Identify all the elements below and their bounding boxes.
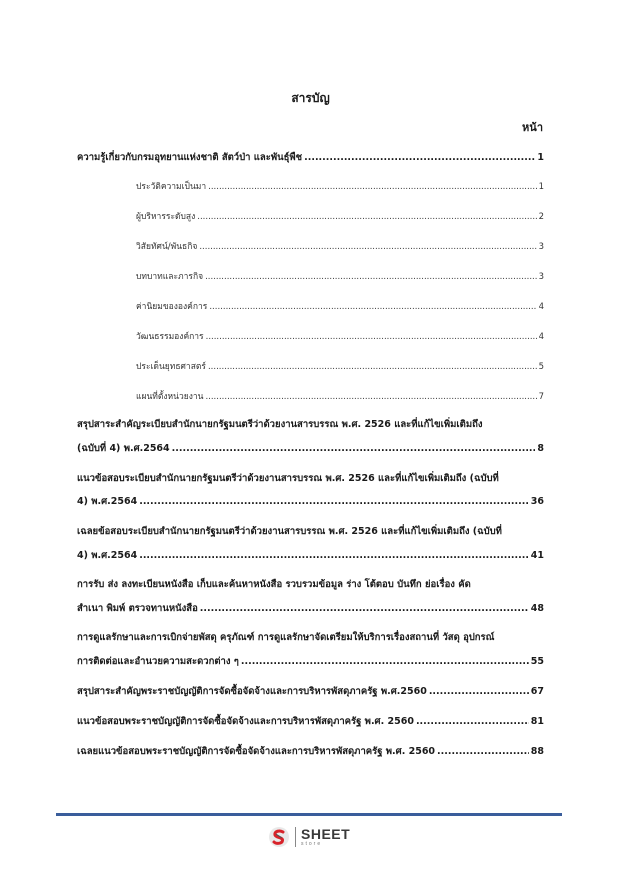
- toc-entry-label: แนวข้อสอบพระราชบัญญัติการจัดซื้อจัดจ้างและการบริหารพัสดุภาครัฐ พ.ศ. 2560: [77, 716, 414, 727]
- logo-divider: [295, 827, 296, 847]
- toc-entry-label: 4) พ.ศ.2564: [77, 496, 138, 507]
- toc-entry-page: 8: [537, 443, 544, 454]
- toc-subentry[interactable]: [136, 179, 544, 193]
- leader-dots: [197, 212, 536, 222]
- toc-subentry[interactable]: [136, 209, 544, 223]
- footer-divider: [56, 813, 562, 816]
- toc-entry-line1[interactable]: การดูแลรักษาและการเบิกจ่ายพัสดุ ครุภัณฑ์ การดูแลรักษาจัดเตรียมให้บริการเรื่องสถานที่ วัสดุ อุปกรณ์: [77, 632, 495, 643]
- toc-entry[interactable]: [77, 441, 544, 456]
- toc-entry-page: 55: [530, 656, 544, 667]
- leader-dots: [304, 152, 535, 163]
- toc-entry[interactable]: [77, 601, 544, 616]
- toc-entry-page: 48: [530, 603, 544, 614]
- leader-dots: [208, 182, 536, 192]
- leader-dots: [208, 362, 537, 372]
- toc-entry-page: 3: [538, 242, 544, 252]
- toc-entry-label: การติดต่อและอำนวยความสะดวกต่าง ๆ: [77, 656, 239, 667]
- toc-entry-label: วิสัยทัศน์/พันธกิจ: [136, 242, 198, 252]
- toc-entry-label: สำเนา พิมพ์ ตรวจทานหนังสือ: [77, 603, 198, 614]
- page-column-header: หน้า: [522, 121, 543, 134]
- toc-entry-label: วัฒนธรรมองค์การ: [136, 332, 204, 342]
- leader-dots: [200, 603, 529, 614]
- toc-entry-page: 7: [538, 392, 544, 402]
- toc-subentry[interactable]: [136, 359, 544, 373]
- leader-dots: [437, 746, 529, 757]
- toc-entry-page: 67: [530, 686, 544, 697]
- toc-entry-label: ประเด็นยุทธศาสตร์: [136, 362, 206, 372]
- leader-dots: [139, 550, 529, 561]
- toc-entry[interactable]: [77, 654, 544, 669]
- logo-text: [301, 827, 350, 847]
- toc-entry[interactable]: [77, 714, 544, 729]
- toc-entry-label: บทบาทและภารกิจ: [136, 272, 204, 282]
- leader-dots: [199, 242, 536, 252]
- toc-subentry[interactable]: [136, 239, 544, 253]
- logo-subword: store: [301, 841, 323, 847]
- toc-entry-label: ผู้บริหารระดับสูง: [136, 212, 196, 222]
- toc-entry-label: แผนที่ตั้งหน่วยงาน: [136, 392, 204, 402]
- leader-dots: [206, 332, 537, 342]
- toc-entry-label: 4) พ.ศ.2564: [77, 550, 138, 561]
- toc-entry-label: สรุปสาระสำคัญพระราชบัญญัติการจัดซื้อจัดจ้างและการบริหารพัสดุภาครัฐ พ.ศ.2560: [77, 686, 427, 697]
- toc-entry-page: 1: [537, 152, 544, 163]
- toc-entry[interactable]: [77, 744, 544, 759]
- toc-entry[interactable]: [77, 150, 544, 165]
- toc-entry-page: 4: [538, 332, 544, 342]
- toc-entry-page: 41: [530, 550, 544, 561]
- toc-entry[interactable]: [77, 548, 544, 563]
- leader-dots: [172, 443, 536, 454]
- toc-entry[interactable]: [77, 684, 544, 699]
- toc-entry-page: 3: [538, 272, 544, 282]
- toc-entry-line1[interactable]: สรุปสาระสำคัญระเบียบสำนักนายกรัฐมนตรีว่าด้วยงานสารบรรณ พ.ศ. 2526 และที่แก้ไขเพิ่มเติมถึง: [77, 419, 483, 430]
- leader-dots: [241, 656, 529, 667]
- toc-subentry[interactable]: [136, 389, 544, 403]
- leader-dots: [209, 302, 536, 312]
- toc-entry-page: 4: [538, 302, 544, 312]
- toc-entry-page: 2: [538, 212, 544, 222]
- toc-entry-page: 1: [538, 182, 544, 192]
- toc-subentry[interactable]: [136, 269, 544, 283]
- toc-subentry[interactable]: [136, 329, 544, 343]
- toc-entry-label: (ฉบับที่ 4) พ.ศ.2564: [77, 443, 170, 454]
- sheet-store-logo: [268, 826, 350, 848]
- toc-entry-page: 81: [530, 716, 544, 727]
- page-title: สารบัญ: [291, 91, 330, 105]
- leader-dots: [429, 686, 529, 697]
- leader-dots: [205, 272, 536, 282]
- leader-dots: [139, 496, 529, 507]
- toc-entry-page: 88: [530, 746, 544, 757]
- toc-entry-label: ประวัติความเป็นมา: [136, 182, 207, 192]
- toc-entry[interactable]: [77, 494, 544, 509]
- toc-entry-label: ความรู้เกี่ยวกับกรมอุทยานแห่งชาติ สัตว์ป่า และพันธุ์พืช: [77, 152, 303, 163]
- toc-entry-line1[interactable]: แนวข้อสอบระเบียบสำนักนายกรัฐมนตรีว่าด้วยงานสารบรรณ พ.ศ. 2526 และที่แก้ไขเพิ่มเติมถึง (ฉบับที่: [77, 473, 499, 484]
- toc-entry-page: 36: [530, 496, 544, 507]
- toc-entry-line1[interactable]: การรับ ส่ง ลงทะเบียนหนังสือ เก็บและค้นหาหนังสือ รวบรวมข้อมูล ร่าง โต้ตอบ บันทึก ย่อเรื่อง คัด: [77, 579, 471, 590]
- toc-entry-label: เฉลยแนวข้อสอบพระราชบัญญัติการจัดซื้อจัดจ้างและการบริหารพัสดุภาครัฐ พ.ศ. 2560: [77, 746, 436, 757]
- logo-word: SHEET: [301, 826, 351, 842]
- toc-entry-label: ค่านิยมขององค์การ: [136, 302, 208, 312]
- toc-subentry[interactable]: [136, 299, 544, 313]
- leader-dots: [416, 716, 529, 727]
- sheet-logo-icon: [268, 826, 290, 848]
- toc-entry-page: 5: [538, 362, 544, 372]
- toc-entry-line1[interactable]: เฉลยข้อสอบระเบียบสำนักนายกรัฐมนตรีว่าด้วยงานสารบรรณ พ.ศ. 2526 และที่แก้ไขเพิ่มเติมถึง (ฉบับที่: [77, 526, 502, 537]
- leader-dots: [205, 392, 536, 402]
